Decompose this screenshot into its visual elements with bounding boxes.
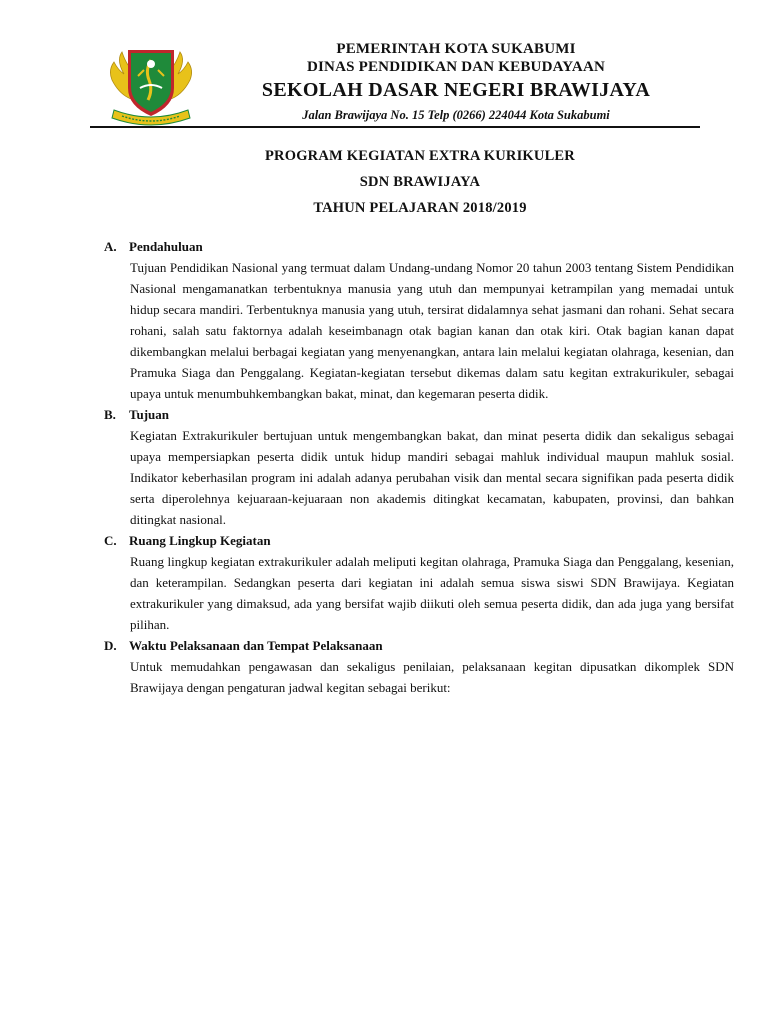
city-emblem-logo (104, 40, 198, 128)
letterhead-divider (90, 126, 700, 128)
letterhead (225, 40, 687, 124)
document-sections (104, 236, 734, 698)
school-name: SEKOLAH DASAR NEGERI BRAWIJAYA (261, 79, 651, 101)
school-address: Jalan Brawijaya No. 15 Telp (0266) 224044 Kota Sukabumi (302, 108, 610, 122)
section-paragraph: Kegiatan Extrakurikuler bertujuan untuk mengembangkan bakat, dan minat peserta didik dan sekaligus sebagai upaya mempersiapkan peserta didik untuk hidup mandiri sebagai mahluk individual maupun mahluk sosial. Indikator keberhasilan program ini adalah adanya perubahan visik dan mental secara signifikan pada peserta didik serta diperolehnya kejuaraan-kejuaraan non akademis ditingkat kecamatan, kabupaten, provinsi, dan bahkan ditingkat nasional. (130, 428, 734, 527)
section-waktu-pelaksanaan (104, 635, 734, 698)
section-paragraph: Tujuan Pendidikan Nasional yang termuat dalam Undang-undang Nomor 20 tahun 2003 tentang Sistem Pendidikan Nasional mengamanatkan terbentuknya manusia yang utuh dan mempunyai ketrampilan yang memadai untuk hidup secara mandiri. Terbentuknya manusia yang utuh, tersirat didalamnya sehat jasmani dan rohani. Sehat secara rohani, salah satu faktornya adalah keseimbanagn otak bagian kanan dan otak kiri. Otak bagian kanan dapat dikembangkan melalui berbagai kegiatan yang menyenangkan, antara lain melalui kegiatan olahraga, kesenian, dan Pramuka Siaga dan Penggalang. Kegiatan-kegiatan tersebut dikemas dalam satu kegitan extrakurikuler, sebagai upaya untuk menumbuhkembangkan bakat, minat, dan kegemaran peserta didik. (130, 260, 734, 401)
section-title: Ruang Lingkup Kegiatan (129, 533, 271, 548)
section-tujuan (104, 404, 734, 530)
section-heading (104, 236, 734, 257)
section-pendahuluan (104, 236, 734, 404)
title-line-year: TAHUN PELAJARAN 2018/2019 (313, 200, 527, 216)
section-ruang-lingkup (104, 530, 734, 635)
section-heading (104, 635, 734, 656)
section-letter: D. (104, 638, 117, 653)
section-letter: A. (104, 239, 117, 254)
section-heading (104, 530, 734, 551)
section-letter: B. (104, 407, 116, 422)
section-paragraph: Ruang lingkup kegiatan extrakurikuler adalah meliputi kegitan olahraga, Pramuka Siaga dan Penggalang, kesenian, dan keterampilan. Sedangkan peserta dari kegiatan ini adalah semua siswa siswi SDN Brawijaya. Kegiatan extrakurikuler yang dimaksud, ada yang bersifat wajib diikuti oleh semua peserta didik, dan ada juga yang bersifat pilihan. (130, 554, 734, 632)
section-title: Waktu Pelaksanaan dan Tempat Pelaksanaan (129, 638, 383, 653)
section-paragraph: Untuk memudahkan pengawasan dan sekaligus penilaian, pelaksanaan kegitan dipusatkan dikomplek SDN Brawijaya dengan pengaturan jadwal kegitan sebagai berikut: (130, 659, 734, 695)
section-title: Tujuan (129, 407, 169, 422)
government-name: PEMERINTAH KOTA SUKABUMI (336, 41, 576, 57)
section-letter: C. (104, 533, 117, 548)
title-line-school: SDN BRAWIJAYA (359, 174, 481, 190)
section-title: Pendahuluan (129, 239, 203, 254)
document-title (90, 143, 750, 221)
title-line-program: PROGRAM KEGIATAN EXTRA KURIKULER (265, 148, 575, 164)
department-name: DINAS PENDIDIKAN DAN KEBUDAYAAN (306, 59, 606, 75)
section-heading (104, 404, 734, 425)
